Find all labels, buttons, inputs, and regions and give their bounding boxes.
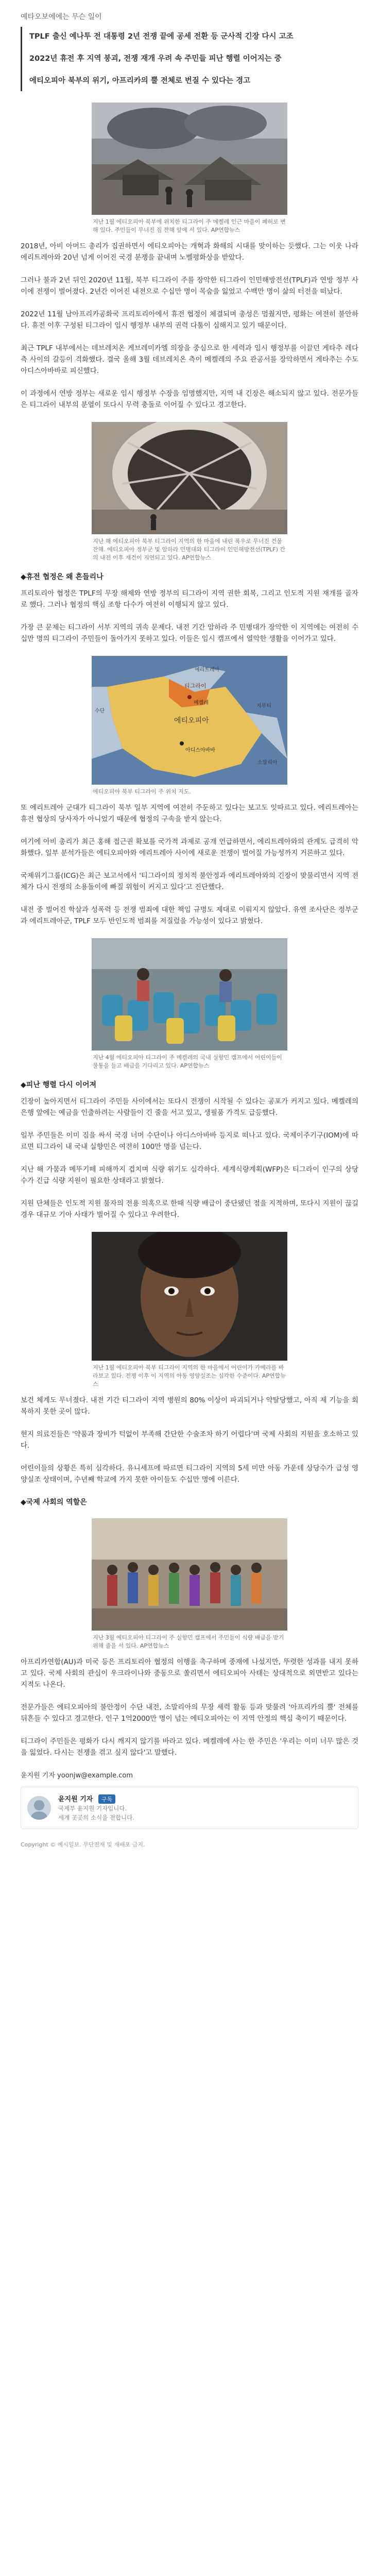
article-body-6 bbox=[0, 1656, 379, 1758]
paragraph: 프리토리아 협정은 TPLF의 무장 해제와 연방 정부의 티그라이 지역 권한 회복, 그리고 인도적 지원 재개를 골자로 했다. 그러나 협정의 핵심 조항 다수가 여전히 이행되지 않고 있다. bbox=[21, 589, 358, 609]
photo-caption: 지난 1월 에티오피아 북부에 위치한 티그라이 주 메켈레 인근 마을이 폐허로 변해 있다. 주민들이 무너진 집 잔해 앞에 서 있다. AP연합뉴스 bbox=[93, 218, 286, 233]
map-neighbor-label: 수단 bbox=[95, 708, 105, 714]
reporter-meta: 세계 곳곳의 소식을 전합니다. bbox=[58, 1814, 134, 1821]
capital-marker-icon bbox=[180, 741, 184, 745]
paragraph: 내전 중 벌어진 학살과 성폭력 등 전쟁 범죄에 대한 책임 규명도 제대로 이뤄지지 않았다. 유엔 조사단은 정부군과 에리트레아군, TPLF 모두 반인도적 범죄를 저질렀을 가능성이 있다고 밝혔다. bbox=[21, 906, 358, 925]
paragraph: 전문가들은 에티오피아의 불안정이 수단 내전, 소말리아의 무장 세력 활동 등과 맞물려 '아프리카의 뿔' 전체를 뒤흔들 수 있다고 경고한다. 인구 1억2000만 명이 넘는 에티오피아는 이 지역 안정의 핵심 축이기 때문이다. bbox=[21, 1703, 358, 1723]
map-neighbor-label: 소말리아 bbox=[257, 760, 278, 766]
article-body-2 bbox=[0, 588, 379, 645]
paragraph: 여기에 아비 총리가 최근 홍해 접근권 확보를 국가적 과제로 공개 언급하면서, 에리트레아와의 관계도 급격히 악화했다. 일부 분석가들은 에티오피아와 에리트레아 사이에 새로운 전쟁이 벌어질 가능성까지 거론하고 있다. bbox=[21, 838, 358, 857]
article-photo bbox=[92, 1232, 287, 1388]
map-city-label: 메켈레 bbox=[194, 700, 209, 706]
article-byline[interactable]: 윤지원 기자 yoonjw@example.com bbox=[21, 1772, 133, 1780]
city-marker-icon bbox=[187, 695, 192, 699]
reporter-name-text: 윤지원 기자 bbox=[58, 1795, 93, 1803]
follow-button[interactable]: 구독 bbox=[98, 1794, 115, 1804]
article-photo bbox=[92, 1518, 287, 1650]
paragraph: 최근 TPLF 내부에서는 데브레치온 게브레미카엘 의장을 중심으로 한 세력과 임시 행정부를 이끌던 게타추 레다 측 사이의 갈등이 격화했다. 결국 올해 3월 데브레치온 측이 메켈레의 주요 관공서를 장악하면서 게타추는 수도 아디스아바바로 피신했다. bbox=[21, 344, 358, 375]
paragraph: 현지 의료진들은 '약품과 장비가 턱없이 부족해 간단한 수술조차 하기 어렵다'며 국제 사회의 지원을 호소하고 있다. bbox=[21, 1430, 358, 1450]
section-subhead: ◆휴전 협정은 왜 흔들리나 bbox=[21, 573, 104, 581]
paragraph: 국제위기그룹(ICG)은 최근 보고서에서 '티그라이의 정치적 불안정과 에리트레아와의 긴장이 맞물리면서 지역 전체가 다시 전쟁의 소용돌이에 빠질 위험이 커지고 있다'고 진단했다. bbox=[21, 872, 358, 891]
article-body-1 bbox=[0, 241, 379, 411]
article-summary bbox=[21, 27, 358, 91]
article-photo bbox=[92, 103, 287, 234]
photo-water-containers bbox=[92, 938, 287, 1050]
paragraph: 그러나 불과 2년 뒤인 2020년 11월, 북부 티그라이 주를 장악한 티그라이 인민해방전선(TPLF)과 연방 정부 사이에 전쟁이 벌어졌다. 2년간 이어진 내전으로 수십만 명이 목숨을 잃었고 수백만 명이 삶의 터전을 떠났다. bbox=[21, 276, 358, 296]
reporter-info bbox=[58, 1793, 134, 1822]
paragraph: 보건 체계도 무너졌다. 내전 기간 티그라이 지역 병원의 80% 이상이 파괴되거나 약탈당했고, 아직 제 기능을 회복하지 못한 곳이 많다. bbox=[21, 1396, 358, 1416]
paragraph: 긴장이 높아지면서 티그라이 주민들 사이에서는 또다시 전쟁이 시작될 수 있다는 공포가 커지고 있다. 메켈레의 은행 앞에는 예금을 인출하려는 사람들이 긴 줄을 서고 있고, 생필품 가격도 급등했다. bbox=[21, 1097, 358, 1117]
paragraph: 2022년 11월 남아프리카공화국 프리토리아에서 휴전 협정이 체결되며 총성은 멈췄지만, 평화는 여전히 불안하다. 휴전 이후 구성된 티그라이 임시 행정부 내부의 권력 다툼이 심해지고 있기 때문이다. bbox=[21, 310, 358, 330]
article-photo bbox=[92, 938, 287, 1070]
article-body-4 bbox=[0, 1096, 379, 1221]
article-body-3 bbox=[0, 802, 379, 927]
paragraph: 티그라이 주민들은 평화가 다시 깨지지 않기를 바라고 있다. 메켈레에 사는 한 주민은 '우리는 이미 너무 많은 것을 잃었다. 다시는 전쟁을 겪고 싶지 않다'고 말했다. bbox=[21, 1737, 358, 1757]
map-capital-label: 아디스아바바 bbox=[185, 748, 215, 753]
avatar bbox=[27, 1796, 51, 1820]
reporter-meta: 국제부 윤지원 기자입니다. bbox=[58, 1805, 127, 1812]
paragraph: 일부 주민들은 이미 짐을 싸서 국경 너머 수단이나 아디스아바바 등지로 떠나고 있다. 국제이주기구(IOM)에 따르면 티그라이 내 국내 실향민은 여전히 100만 명을 넘는다. bbox=[21, 1131, 358, 1151]
paragraph: 아프리카연합(AU)과 미국 등은 프리토리아 협정의 이행을 촉구하며 중재에 나섰지만, 뚜렷한 성과를 내지 못하고 있다. 국제 사회의 관심이 우크라이나와 중동으로 쏠리면서 에티오피아 사태는 상대적으로 외면받고 있다는 지적도 나온다. bbox=[21, 1658, 358, 1689]
paragraph: 2018년, 아비 아머드 총리가 집권하면서 에티오피아는 개혁과 화해의 시대를 맞이하는 듯했다. 그는 이웃 나라 에리트레아와 20년 넘게 이어진 국경 분쟁을 끝내며 노벨평화상을 받았다. bbox=[21, 242, 358, 262]
article-body-5 bbox=[0, 1395, 379, 1485]
summary-line: 에티오피아 북부의 위기, 아프리카의 뿔 전체로 번질 수 있다는 경고 bbox=[29, 77, 251, 85]
photo-caption: 에티오피아 북부 티그라이 주 위치 지도. bbox=[93, 788, 191, 795]
section-subhead: ◆국제 사회의 역할은 bbox=[21, 1498, 87, 1506]
paragraph: 또 에리트레아 군대가 티그라이 북부 일부 지역에 여전히 주둔하고 있다는 보고도 잇따르고 있다. 에리트레아는 휴전 협상의 당사자가 아니었기 때문에 협정의 구속을 받지 않는다. bbox=[21, 804, 358, 823]
summary-line: 2022년 휴전 후 지역 붕괴, 전쟁 재개 우려 속 주민들 피난 행렬 이어지는 중 bbox=[29, 55, 282, 63]
photo-aid-queue bbox=[92, 1518, 287, 1631]
section-subhead: ◆피난 행렬 다시 이어져 bbox=[21, 1081, 97, 1089]
map-country-label: 에티오피아 bbox=[174, 717, 209, 725]
summary-line: TPLF 출신 예나투 전 대통령 2년 전쟁 끝에 공세 전환 등 군사적 긴장 다시 고조 bbox=[29, 32, 294, 41]
article-photo bbox=[92, 422, 287, 562]
paragraph: 이 과정에서 연방 정부는 새로운 임시 행정부 수장을 임명했지만, 지역 내 긴장은 해소되지 않고 있다. 전문가들은 티그라이 내부의 분열이 또다시 무력 충돌로 이어질 수 있다고 경고한다. bbox=[21, 389, 358, 409]
photo-caption: 지난 해 에티오피아 북부 티그라이 지역의 한 마을에 내린 폭우로 무너진 건물 잔해. 에티오피아 정부군 및 암하라 민병대와 티그라이 인민해방전선(TPLF) 간의 내전 이후 재건이 지연되고 있다. AP연합뉴스 bbox=[93, 538, 286, 561]
map-neighbor-label: 에리트레아 bbox=[195, 667, 220, 673]
photo-caption: 지난 3월 에티오피아 티그라이 주 실향민 캠프에서 주민들이 식량 배급을 받기 위해 줄을 서 있다. AP연합뉴스 bbox=[93, 1634, 284, 1649]
map-image bbox=[92, 656, 287, 785]
copyright-notice: Copyright © 예시일보. 무단전재 및 재배포 금지. bbox=[21, 1841, 145, 1848]
paragraph: 가장 큰 문제는 티그라이 서부 지역의 귀속 문제다. 내전 기간 암하라 주 민병대가 장악한 이 지역에는 여전히 수십만 명의 티그라이 주민들이 돌아가지 못하고 있다. 이들은 임시 캠프에서 열악한 생활을 이어가고 있다. bbox=[21, 623, 358, 643]
map-neighbor-label: 지부티 bbox=[256, 703, 271, 709]
reporter-name bbox=[58, 1793, 134, 1804]
photo-collapsed-building bbox=[92, 422, 287, 534]
photo-child-portrait bbox=[92, 1232, 287, 1361]
photo-caption: 지난 4월 에티오피아 티그라이 주 메켈레의 국내 실향민 캠프에서 어린이들이 물통을 들고 배급을 기다리고 있다. AP연합뉴스 bbox=[93, 1054, 282, 1069]
photo-caption: 지난 1월 에티오피아 북부 티그라이 지역의 한 마을에서 어린이가 카메라를 바라보고 있다. 전쟁 이후 이 지역의 아동 영양실조는 심각한 수준이다. AP연합뉴스 bbox=[93, 1364, 286, 1387]
article-kicker: 예타오보에에는 무슨 일이 bbox=[21, 13, 102, 21]
paragraph: 지난 해 가뭄과 메뚜기떼 피해까지 겹치며 식량 위기도 심각하다. 세계식량계획(WFP)은 티그라이 인구의 상당수가 긴급 식량 지원이 필요한 상태라고 밝혔다. bbox=[21, 1165, 358, 1185]
reporter-card[interactable] bbox=[21, 1787, 358, 1829]
map-region-label: 티그라이 bbox=[184, 683, 206, 689]
paragraph: 지원 단체들은 인도적 지원 물자의 전용 의혹으로 한때 식량 배급이 중단됐던 점을 지적하며, 또다시 지원이 끊길 경우 대규모 기아 사태가 벌어질 수 있다고 우려한다. bbox=[21, 1199, 358, 1219]
paragraph: 어린이들의 상황은 특히 심각하다. 유니세프에 따르면 티그라이 지역의 5세 미만 아동 가운데 상당수가 급성 영양실조 상태이며, 수년째 학교에 가지 못한 아이들도 수십만 명에 이른다. bbox=[21, 1464, 358, 1484]
photo-ruined-village bbox=[92, 103, 287, 215]
article-map bbox=[92, 656, 287, 796]
